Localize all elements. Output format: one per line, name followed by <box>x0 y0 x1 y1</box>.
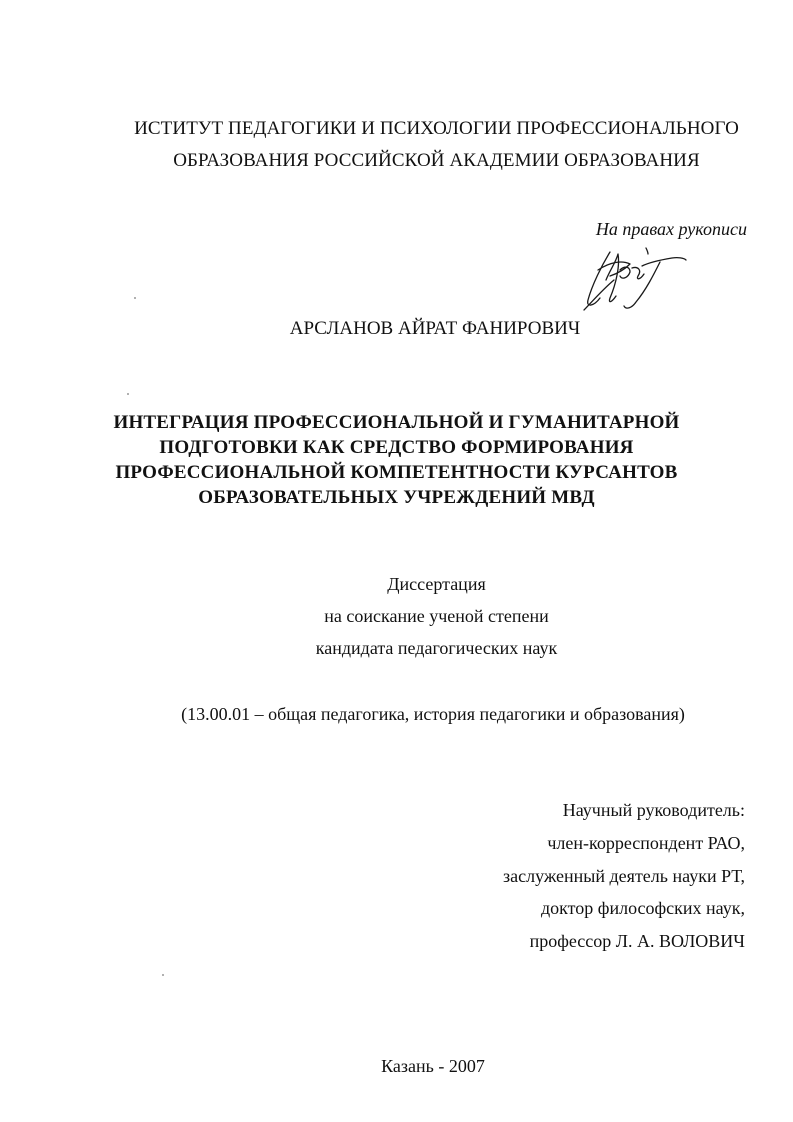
supervisor-title-2: заслуженный деятель науки РТ, <box>503 866 745 886</box>
thesis-title-line-4: ОБРАЗОВАТЕЛЬНЫХ УЧРЕЖДЕНИЙ МВД <box>198 487 595 508</box>
specialty-code: (13.00.01 – общая педагогика, история педагогики и образования) <box>181 704 685 724</box>
institute-name-line-2: ОБРАЗОВАНИЯ РОССИЙСКОЙ АКАДЕМИИ ОБРАЗОВАНИЯ <box>173 150 700 171</box>
degree-type: Диссертация <box>387 574 486 594</box>
supervisor-name: профессор Л. А. ВОЛОВИЧ <box>529 931 745 951</box>
author-name: АРСЛАНОВ АЙРАТ ФАНИРОВИЧ <box>289 318 581 339</box>
thesis-title-line-3: ПРОФЕССИОНАЛЬНОЙ КОМПЕТЕНТНОСТИ КУРСАНТОВ <box>115 462 678 483</box>
manuscript-rights-note: На правах рукописи <box>595 219 747 239</box>
thesis-title-line-2: ПОДГОТОВКИ КАК СРЕДСТВО ФОРМИРОВАНИЯ <box>159 437 634 458</box>
institute-name-line-1: ИСТИТУТ ПЕДАГОГИКИ И ПСИХОЛОГИИ ПРОФЕССИОНАЛЬНОГО <box>134 118 739 139</box>
handwritten-signature <box>580 240 690 320</box>
thesis-title-line-1: ИНТЕГРАЦИЯ ПРОФЕССИОНАЛЬНОЙ И ГУМАНИТАРНОЙ <box>113 412 680 433</box>
supervisor-title-1: член-корреспондент РАО, <box>547 833 745 853</box>
degree-field: кандидата педагогических наук <box>315 638 558 658</box>
supervisor-title-3: доктор философских наук, <box>541 898 745 918</box>
city-year: Казань - 2007 <box>381 1056 485 1076</box>
scan-speck <box>162 974 164 976</box>
scan-speck <box>134 297 136 299</box>
supervisor-heading: Научный руководитель: <box>562 800 745 820</box>
scan-speck <box>127 393 129 395</box>
degree-purpose: на соискание ученой степени <box>324 606 549 626</box>
